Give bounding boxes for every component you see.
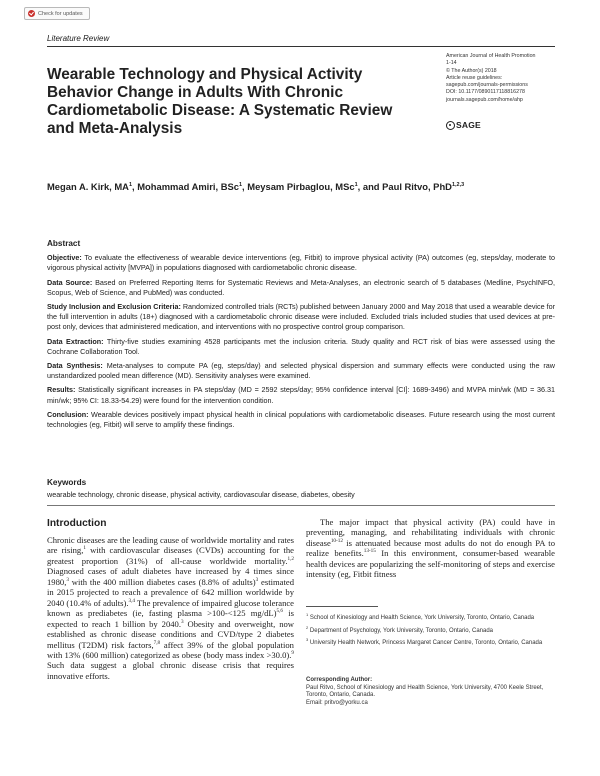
body-text: Such data suggest a global chronic disease crisis that requires innovative efforts.	[47, 660, 294, 681]
synthesis-label: Data Synthesis:	[47, 361, 103, 371]
body-text: The prevalence of impaired glucose tolerance known as prediabetes (ie, fasting plasma >100-<125 mg/dL)	[47, 597, 294, 619]
affil-text: University Health Network, Princess Margaret Cancer Centre, Toronto, Ontario, Canada	[309, 640, 543, 647]
citation: 3,4	[128, 597, 135, 604]
body-text: with the 400 million diabetes cases (8.8% of adults)	[68, 576, 256, 587]
keywords-rule	[47, 505, 555, 506]
abstract-heading: Abstract	[47, 239, 81, 248]
conclusion-label: Conclusion:	[47, 409, 89, 419]
abstract	[47, 239, 555, 434]
author-kirk: Megan A. Kirk, MA	[47, 181, 129, 193]
header-rule	[47, 46, 555, 47]
reuse-guidelines: Article reuse guidelines:	[446, 74, 503, 81]
footnote-rule	[306, 606, 378, 607]
badge-label: Check for updates	[38, 10, 83, 17]
citation: 1	[83, 545, 86, 552]
citation: 1,2	[287, 556, 294, 563]
body-text: Chronic diseases are the leading cause of worldwide mortality and rates are rising,	[47, 535, 294, 556]
journal-name: American Journal of Health Promotion	[446, 53, 536, 59]
synthesis-text: Meta-analyses to compute PA (eg, steps/day) and selected physical dispersion and summary effects were conducted using the raw unstandardized pooled mean difference (MD). Sensitivity analyses were examined.	[47, 361, 556, 381]
copyright: © The Author(s) 2018	[446, 67, 497, 74]
affil-text: Department of Psychology, York University, Toronto, Ontario, Canada	[309, 627, 493, 634]
body-text: estimated in 2015 projected to reach a prevalence of 642 million worldwide by 2040 (10.4% of adults).	[47, 576, 294, 608]
affiliation-3	[306, 636, 555, 648]
corr-email[interactable]: Email: pritvo@yorku.ca	[306, 699, 368, 706]
body-text: is expected to reach 1 billion by 2040.	[47, 608, 295, 629]
body-text: is attenuated because most adults do not do enough PA to realize benefits.	[306, 537, 555, 559]
extraction-text: Thirty-five studies examining 4528 participants met the inclusion criteria. Study quality and RCT risk of bias were assessed using the Cochrane Collaboration Tool.	[47, 336, 555, 356]
citation: 3	[180, 618, 184, 625]
sage-logo	[446, 120, 481, 130]
corr-address: Paul Ritvo, School of Kinesiology and Health Science, York University, 4700 Keele Street, Toronto, Ontario, Canada.	[306, 684, 544, 699]
body-text: The major impact that physical activity (PA) could have in preventing, managing, and rehabilitating individuals with chronic disease	[306, 517, 555, 548]
abstract-conclusion	[47, 410, 555, 430]
citation: 5,6	[276, 608, 284, 615]
affil-sup: 1,2,3	[451, 182, 465, 188]
body-text: In this environment, consumer-based wearable health devices are popularizing the self-monitoring of steps and exercise intensity (eg, Fitbit fitness	[306, 548, 555, 580]
body-text: Obesity and overweight, now established as chronic disease conditions and CVD/type 2 diabetes mellitus (T2DM) risk factors,	[47, 618, 294, 650]
citation: 7,8	[153, 639, 161, 646]
criteria-text: Randomized controlled trials (RCTs) published between January 2000 and May 2018 that used a wearable device for the full intervention in adults (18+) diagnosed with a cardiometabolic chronic disease were included. Excluded trials included studies that used devices at pre-post only, devices that administered medication, and interventions with no prospective control group comparison.	[47, 302, 556, 332]
objective-text: To evaluate the effectiveness of wearable device interventions (eg, Fitbit) to improve physical activity (PA) outcomes (eg, steps/day, moderate to vigorous physical activity [MVPA]) in populations diagnosed with cardiometabolic chronic disease.	[47, 253, 555, 273]
citation: 3	[255, 576, 259, 583]
introduction-heading: Introduction	[47, 518, 107, 529]
body-text: affect 39% of the global population with 13% (600 million) categorized as obese (body mass index >30.0).	[47, 639, 294, 660]
affil-number: 1	[306, 612, 309, 617]
abstract-results	[47, 385, 555, 405]
extraction-label: Data Extraction:	[47, 336, 104, 346]
affiliation-2	[306, 624, 555, 636]
objective-label: Objective:	[47, 253, 82, 263]
abstract-source	[47, 278, 555, 298]
source-text: Based on Preferred Reporting Items for Systematic Reviews and Meta-Analyses, an electronic search of 5 databases (Medline, PsychINFO, Scopus, Web of Science, and PubMed) was conducted.	[47, 277, 555, 297]
page-range: 1-14	[446, 60, 457, 67]
keywords	[47, 478, 555, 500]
affil-text: School of Kinesiology and Health Science, York University, Toronto, Ontario, Canada	[309, 615, 535, 621]
conclusion-text: Wearable devices positively impact physical health in clinical populations with cardiometabolic diseases. Future research using the most current technologies (eg, Fitbit) will serve to amplify these findings.	[47, 409, 556, 430]
abstract-objective	[47, 253, 555, 273]
source-label: Data Source:	[47, 277, 93, 287]
corresponding-author	[306, 677, 555, 707]
affil-number: 2	[306, 624, 309, 630]
author-amiri: , Mohammad Amiri, BSc	[132, 181, 239, 193]
journal-meta	[446, 53, 566, 104]
intro-column-left	[47, 535, 294, 681]
keywords-text: wearable technology, chronic disease, physical activity, cardiovascular disease, diabetes, obesity	[47, 490, 355, 499]
doi[interactable]: DOI: 10.1177/0890117118816278	[446, 89, 525, 96]
author-pirbaglou: , Meysam Pirbaglou, MSc	[242, 181, 355, 193]
criteria-label: Study Inclusion and Exclusion Criteria:	[47, 302, 181, 312]
abstract-extraction	[47, 337, 555, 357]
abstract-criteria	[47, 302, 555, 333]
sage-icon	[446, 121, 455, 130]
journal-home-link[interactable]: journals.sagepub.com/home/ahp	[446, 96, 523, 103]
check-icon	[28, 10, 35, 17]
author-list	[47, 179, 467, 194]
affil-sup: 1	[238, 182, 243, 188]
affil-number: 3	[306, 637, 309, 643]
check-for-updates-badge[interactable]	[24, 7, 90, 20]
affiliation-1	[306, 611, 555, 623]
citation: 3	[66, 576, 69, 583]
abstract-synthesis	[47, 361, 555, 381]
keywords-heading: Keywords	[47, 478, 87, 487]
citation: 9	[291, 650, 294, 657]
affil-sup: 1	[128, 182, 133, 188]
results-text: Statistically significant increases in PA steps/day (MD = 2592 steps/day; 95% confidence interval [CI]: 1689-3496) and MVPA min/wk (MD = 36.31 min/wk; 95% CI: 18.33-54.29) were found for the intervention condition.	[47, 385, 555, 405]
affiliations	[306, 611, 555, 649]
article-title: Wearable Technology and Physical Activity Behavior Change in Adults With Chronic Cardiometabolic Disease: A Systematic Review and Meta-Analysis	[47, 66, 393, 137]
section-label: Literature Review	[47, 34, 110, 43]
citation: 10-12	[330, 538, 343, 545]
publisher-name: SAGE	[456, 120, 481, 130]
citation: 13-15	[363, 548, 376, 555]
intro-column-right	[306, 517, 555, 580]
author-ritvo: , and Paul Ritvo, PhD	[357, 181, 452, 193]
body-text: with cardiovascular diseases (CVDs) accounting for the greatest proportion (31%) of all-cause worldwide mortality.	[47, 545, 294, 566]
permissions-link[interactable]: sagepub.com/journals-permissions	[446, 82, 528, 89]
body-text: Diagnosed cases of adult diabetes have increased by 4 times since 1980,	[47, 566, 294, 587]
affil-sup: 1	[354, 182, 358, 188]
results-label: Results:	[47, 385, 76, 395]
corr-label: Corresponding Author:	[306, 677, 373, 683]
